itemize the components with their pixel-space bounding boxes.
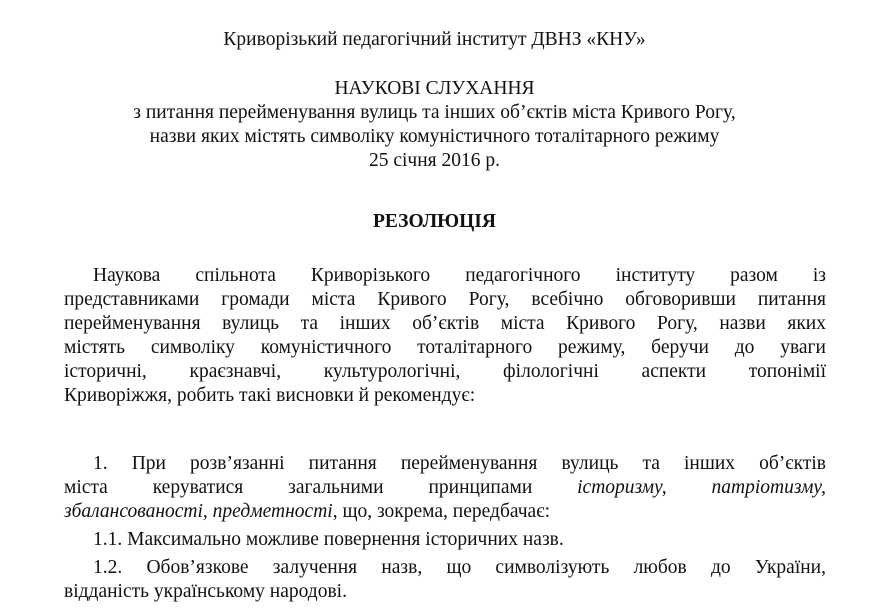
intro-line: історичні, краєзнавчі, культурологічні, філологічні аспекти топонімії (64, 361, 826, 382)
resolution-heading: РЕЗОЛЮЦІЯ (373, 211, 496, 232)
point-1-line-1: 1. При розв’язанні питання перейменування вулиць та інших об’єктів (93, 453, 826, 474)
point-1 (64, 452, 826, 524)
event-date: 25 січня 2016 р. (368, 150, 501, 171)
event-subtitle-line-2: назви яких містять символіку комуністичного тоталітарного режиму (149, 126, 720, 147)
subpoint-1-2 (64, 556, 826, 604)
intro-line: представниками громади міста Кривого Рогу, всебічно обговоривши питання (64, 289, 826, 310)
subpoint-1-1-line: 1.1. Максимально можливе повернення історичних назв. (93, 529, 564, 550)
intro-line: Криворіжжя, робить такі висновки й рекомендує: (64, 385, 476, 406)
event-subtitle-line-1: з питання перейменування вулиць та інших об’єктів міста Кривого Рогу, (133, 102, 736, 123)
point-1-line-3: збалансованості, предметності, що, зокрема, передбачає: (64, 501, 551, 522)
event-title: НАУКОВІ СЛУХАННЯ (334, 78, 535, 99)
subpoint-1-2-line-1: 1.2. Обов’язкове залучення назв, що символізують любов до України, (93, 557, 826, 578)
intro-line: перейменування вулиць та інших об’єктів міста Кривого Рогу, назви яких (64, 313, 826, 334)
subpoint-1-1 (64, 528, 826, 552)
intro-line: Наукова спільнота Криворізького педагогічного інституту разом із (93, 265, 826, 286)
point-1-line-2: міста керуватися загальними принципами історизму, патріотизму, (64, 477, 826, 498)
institution-name: Криворізький педагогічний інститут ДВНЗ «КНУ» (223, 29, 646, 50)
intro-paragraph (64, 264, 826, 408)
principles-italic-cont: збалансованості, предметності (64, 501, 333, 522)
intro-line: містять символіку комуністичного тоталітарного режиму, беручи до уваги (64, 337, 826, 358)
principles-italic: історизму, патріотизму, (577, 477, 826, 498)
subpoint-1-2-line-2: відданість українському народові. (64, 581, 347, 602)
